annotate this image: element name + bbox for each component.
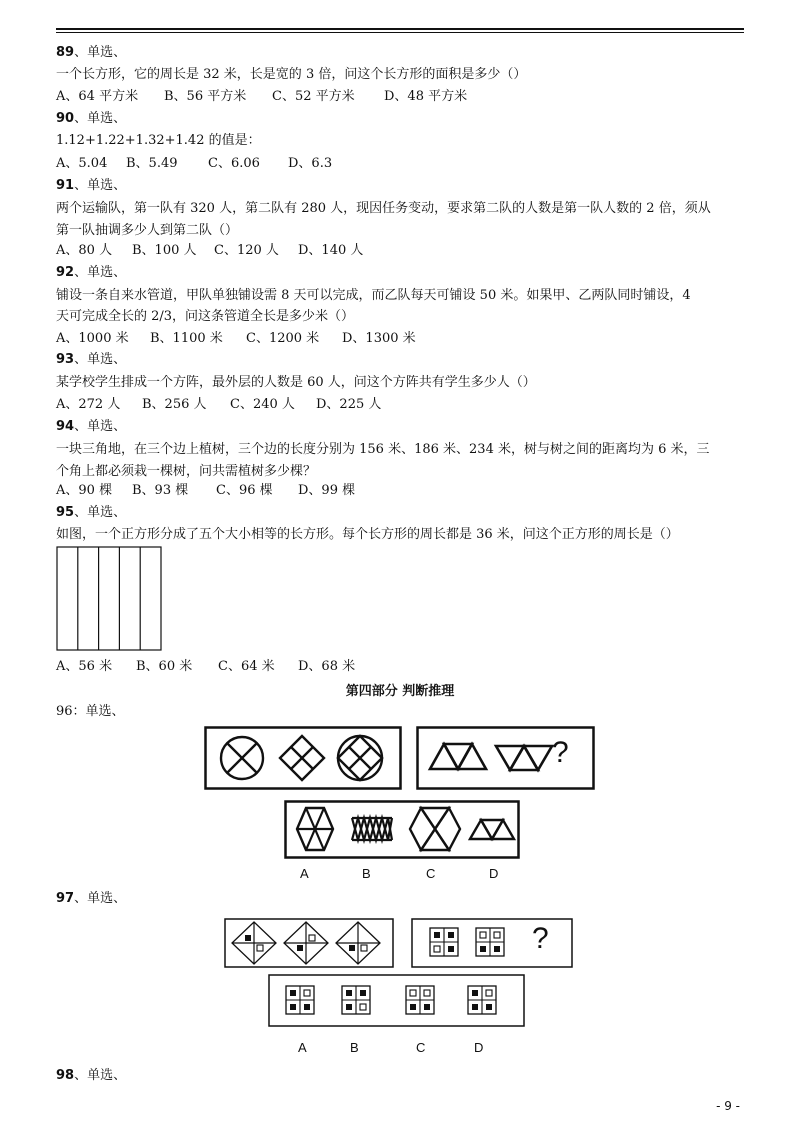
option-a[interactable]: A、5.04	[56, 156, 108, 171]
question-93-header: 93、单选、	[56, 352, 127, 367]
question-92-header: 92、单选、	[56, 265, 127, 280]
option-a[interactable]: A、272 人	[56, 397, 121, 412]
option-label-b[interactable]: B	[362, 866, 371, 881]
option-c[interactable]: C、64 米	[218, 659, 275, 674]
question-92-stem-line1: 铺设一条自来水管道，甲队单独铺设需 8 天可以完成，而乙队每天可铺设 50 米。如果甲、乙两队同时铺设，4	[56, 288, 691, 303]
question-95-options	[56, 658, 355, 676]
option-a[interactable]: A、1000 米	[56, 331, 129, 346]
header-rule-thin	[56, 32, 744, 33]
question-91-options	[56, 242, 363, 260]
option-a[interactable]: A、80 人	[56, 243, 113, 258]
option-label-b[interactable]: B	[350, 1040, 359, 1055]
option-label-d[interactable]: D	[474, 1040, 484, 1055]
option-c[interactable]: C、52 平方米	[272, 89, 355, 104]
question-89-options	[56, 88, 467, 106]
option-c[interactable]: C、1200 米	[246, 331, 320, 346]
question-94-header: 94、单选、	[56, 419, 127, 434]
question-94-stem-line2: 个角上都必须栽一棵树，问共需植树多少棵？	[56, 464, 317, 479]
option-b[interactable]: B、100 人	[132, 243, 197, 258]
option-b[interactable]: B、56 平方米	[164, 89, 247, 104]
question-90-header: 90、单选、	[56, 111, 127, 126]
option-c[interactable]: C、240 人	[230, 397, 295, 412]
option-b[interactable]: B、1100 米	[150, 331, 223, 346]
question-90-options	[56, 155, 332, 173]
question-94-stem-line1: 一块三角地，在三个边上植树，三个边的长度分别为 156 米、186 米、234 米，树与树之间的距离均为 6 米，三	[56, 442, 710, 457]
option-b[interactable]: B、256 人	[142, 397, 207, 412]
option-c[interactable]: C、96 棵	[216, 483, 273, 498]
question-92-stem-line2: 天可完成全长的 2/3，问这条管道全长是多少米（）	[56, 309, 355, 324]
option-d[interactable]: D、99 棵	[298, 483, 356, 498]
question-90-stem: 1.12+1.22+1.32+1.42 的值是：	[56, 133, 261, 148]
square-five-rectangles-figure	[56, 546, 164, 652]
question-89-stem: 一个长方形，它的周长是 32 米，长是宽的 3 倍，问这个长方形的面积是多少（）	[56, 67, 527, 82]
question-93-stem: 某学校学生排成一个方阵，最外层的人数是 60 人，问这个方阵共有学生多少人（）	[56, 375, 536, 390]
option-b[interactable]: B、60 米	[136, 659, 193, 674]
question-91-header: 91、单选、	[56, 178, 127, 193]
section-title: 第四部分 判断推理	[345, 684, 455, 699]
question-92-options	[56, 330, 416, 348]
question-97-stem-figure	[224, 918, 576, 970]
option-d[interactable]: D、225 人	[316, 397, 382, 412]
question-89-header: 89、单选、	[56, 45, 127, 60]
option-a[interactable]: A、56 米	[56, 659, 113, 674]
question-93-options	[56, 396, 381, 414]
question-94-options	[56, 482, 355, 500]
option-d[interactable]: D、1300 米	[342, 331, 416, 346]
option-d[interactable]: D、6.3	[288, 156, 333, 171]
question-mark: ?	[552, 736, 569, 769]
option-b[interactable]: B、93 棵	[132, 483, 189, 498]
question-95-stem: 如图，一个正方形分成了五个大小相等的长方形。每个长方形的周长都是 36 米，问这个正方形的周长是（）	[56, 527, 679, 542]
option-label-d[interactable]: D	[489, 866, 499, 881]
question-95-header: 95、单选、	[56, 505, 127, 520]
question-96-stem-figure	[204, 726, 596, 792]
header-rule	[56, 28, 744, 30]
option-d[interactable]: D、140 人	[298, 243, 364, 258]
page-number: - 9 -	[716, 1099, 740, 1113]
question-96-header: 96：单选、	[56, 704, 125, 719]
question-97-header: 97、单选、	[56, 891, 127, 906]
option-d[interactable]: D、48 平方米	[384, 89, 468, 104]
question-96-options-figure	[284, 800, 520, 860]
question-91-stem-line1: 两个运输队，第一队有 320 人，第二队有 280 人，现因任务变动，要求第二队的人数是第一队人数的 2 倍，须从	[56, 201, 711, 216]
question-mark: ?	[532, 922, 549, 955]
option-label-a[interactable]: A	[298, 1040, 307, 1055]
option-label-a[interactable]: A	[300, 866, 309, 881]
option-c[interactable]: C、120 人	[214, 243, 279, 258]
question-91-stem-line2: 第一队抽调多少人到第二队（）	[56, 223, 239, 238]
option-a[interactable]: A、64 平方米	[56, 89, 139, 104]
question-97-options-figure	[268, 974, 526, 1028]
option-d[interactable]: D、68 米	[298, 659, 356, 674]
question-98-header: 98、单选、	[56, 1068, 127, 1083]
option-label-c[interactable]: C	[416, 1040, 426, 1055]
option-c[interactable]: C、6.06	[208, 156, 260, 171]
option-a[interactable]: A、90 棵	[56, 483, 113, 498]
option-b[interactable]: B、5.49	[126, 156, 178, 171]
option-label-c[interactable]: C	[426, 866, 436, 881]
